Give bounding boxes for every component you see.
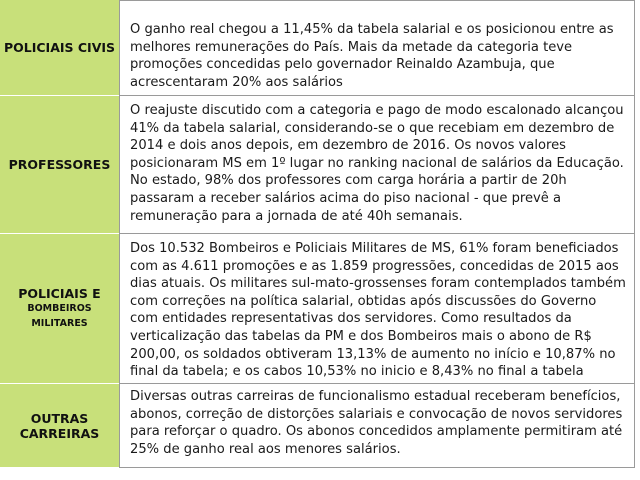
category-label-policiais-civis xyxy=(0,0,119,96)
table-row-professores xyxy=(0,96,640,234)
category-label-professores xyxy=(0,96,119,234)
category-text: OUTRAS CARREIRAS xyxy=(19,410,100,441)
category-label-outras-carreiras xyxy=(0,384,119,468)
description-policiais-civis xyxy=(119,0,635,96)
description-text: Diversas outras carreiras de funcionalismo estadual receberam benefícios, abonos, correção de distorções salariais e convocação de novos servidores para reforçar o quadro. Os abonos concedidos amplamente permitiram até 25% de ganho real aos menores salários. xyxy=(130,389,623,457)
table-row-policiais-civis xyxy=(0,0,640,96)
category-text-line2: BOMBEIROS MILITARES xyxy=(27,303,92,329)
description-policiais-bombeiros xyxy=(119,234,635,384)
description-outras-carreiras xyxy=(119,384,635,468)
category-text: POLICIAIS CIVIS xyxy=(3,40,116,55)
category-text: PROFESSORES xyxy=(8,157,111,172)
description-text: Dos 10.532 Bombeiros e Policiais Militares de MS, 61% foram beneficiados com as 4.611 promoções e as 1.859 progressões, concedidas de 2015 aos dias atuais. Os militares sul-mato-grossenses foram contemplados também com correções na política salarial, obtidas após discussões do Governo com entidades representativas dos servidores. Como resultados da verticalização das tabelas da PM e dos Bombeiros mais o abono de R$ 200,00, os soldados obtiveram 13,13% de aumento no início e 10,87% no final da tabela; e os cabos 10,53% no inicio e 8,43% no final a tabela xyxy=(130,241,626,380)
description-text: O reajuste discutido com a categoria e pago de modo escalonado alcançou 41% da tabela salarial, considerando-se o que recebiam em dezembro de 2014 e dois anos depois, em dezembro de 2016. Os novos valores posicionaram MS em 1º lugar no ranking nacional de salários da Educação. No estado, 98% dos professores com carga horária a partir de 20h passaram a receber salários acima do piso nacional - que prevê a remuneração para a jornada de até 40h semanais. xyxy=(130,103,624,224)
description-text: O ganho real chegou a 11,45% da tabela salarial e os posicionou entre as melhores remunerações do País. Mais da metade da categoria teve promoções concedidas pelo governador Reinaldo Azambuja, que acrescentaram 20% aos salários xyxy=(130,22,614,90)
table-row-policiais-bombeiros xyxy=(0,234,640,384)
category-label-policiais-bombeiros xyxy=(0,234,119,384)
category-text-line1: POLICIAIS E xyxy=(18,286,101,301)
description-professores xyxy=(119,96,635,234)
table-row-outras-carreiras xyxy=(0,384,640,468)
